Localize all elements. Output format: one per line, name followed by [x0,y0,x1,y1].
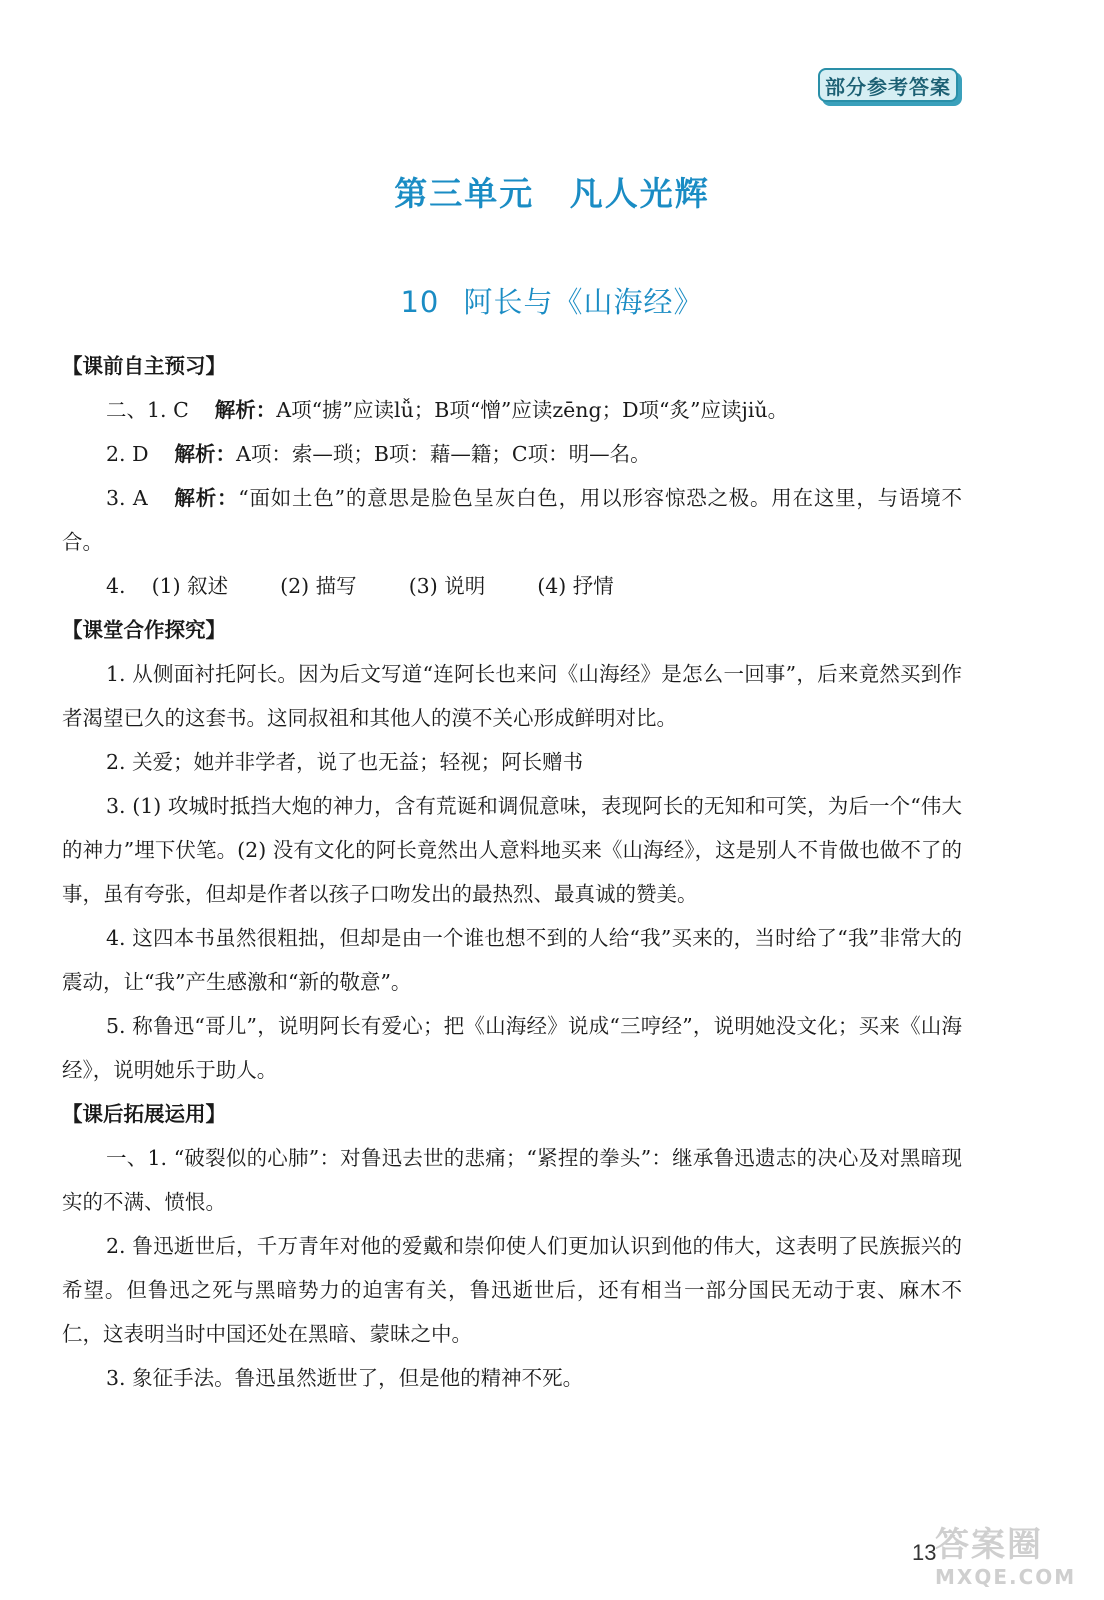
answer-item: 二、1. C 解析：A项“掳”应读lǚ；B项“憎”应读zēng；D项“炙”应读jiǔ。 [106,398,789,422]
answer-item: 4. 这四本书虽然很粗拙，但却是由一个谁也想不到的人给“我”买来的，当时给了“我”非常大的震动，让“我”产生感激和“新的敬意”。 [62,926,962,994]
answer-content [62,344,962,1400]
section-heading-preview: 【课前自主预习】 [62,354,226,378]
page-number: 13 [912,1540,937,1565]
answer-item: 5. 称鲁迅“哥儿”，说明阿长有爱心；把《山海经》说成“三哼经”，说明她没文化；买来《山海经》，说明她乐于助人。 [62,1014,962,1082]
answer-item: 3. (1) 攻城时抵挡大炮的神力，含有荒诞和调侃意味，表现阿长的无知和可笑，为后一个“伟大的神力”埋下伏笔。(2) 没有文化的阿长竟然出人意料地买来《山海经》，这是别人不肯做也做不了的事，虽有夸张，但却是作者以孩子口吻发出的最热烈、最真诚的赞美。 [62,794,962,906]
lesson-title: 10 阿长与《山海经》 [400,285,704,319]
watermark-url: MXQE.COM [935,1565,1077,1589]
site-watermark [935,1525,1095,1595]
answer-item: 3. A 解析：“面如土色”的意思是脸色呈灰白色，用以形容惊恐之极。用在这里，与语境不合。 [62,486,962,554]
answer-item: 3. 象征手法。鲁迅虽然逝世了，但是他的精神不死。 [106,1366,584,1390]
answer-badge: 部分参考答案 [818,68,958,102]
answer-item: 2. D 解析：A项：索—琐；B项：藉—籍；C项：明—名。 [106,442,651,466]
section-heading-classroom: 【课堂合作探究】 [62,618,226,642]
answer-item: 2. 关爱；她并非学者，说了也无益；轻视；阿长赠书 [106,750,584,774]
watermark-logo-text: 答案圈 [935,1525,1043,1565]
section-heading-after: 【课后拓展运用】 [62,1102,226,1126]
unit-title: 第三单元 凡人光辉 [394,174,710,213]
answer-item: 1. 从侧面衬托阿长。因为后文写道“连阿长也来问《山海经》是怎么一回事”，后来竟然买到作者渴望已久的这套书。这同叔祖和其他人的漠不关心形成鲜明对比。 [62,662,962,730]
answer-item: 4. (1) 叙述 (2) 描写 (3) 说明 (4) 抒情 [106,574,614,598]
answer-item: 一、1. “破裂似的心肺”：对鲁迅去世的悲痛；“紧捏的拳头”：继承鲁迅遗志的决心及对黑暗现实的不满、愤恨。 [62,1146,962,1214]
answer-item: 2. 鲁迅逝世后，千万青年对他的爱戴和崇仰使人们更加认识到他的伟大，这表明了民族振兴的希望。但鲁迅之死与黑暗势力的迫害有关，鲁迅逝世后，还有相当一部分国民无动于衷、麻木不仁，这表明当时中国还处在黑暗、蒙昧之中。 [62,1234,962,1346]
